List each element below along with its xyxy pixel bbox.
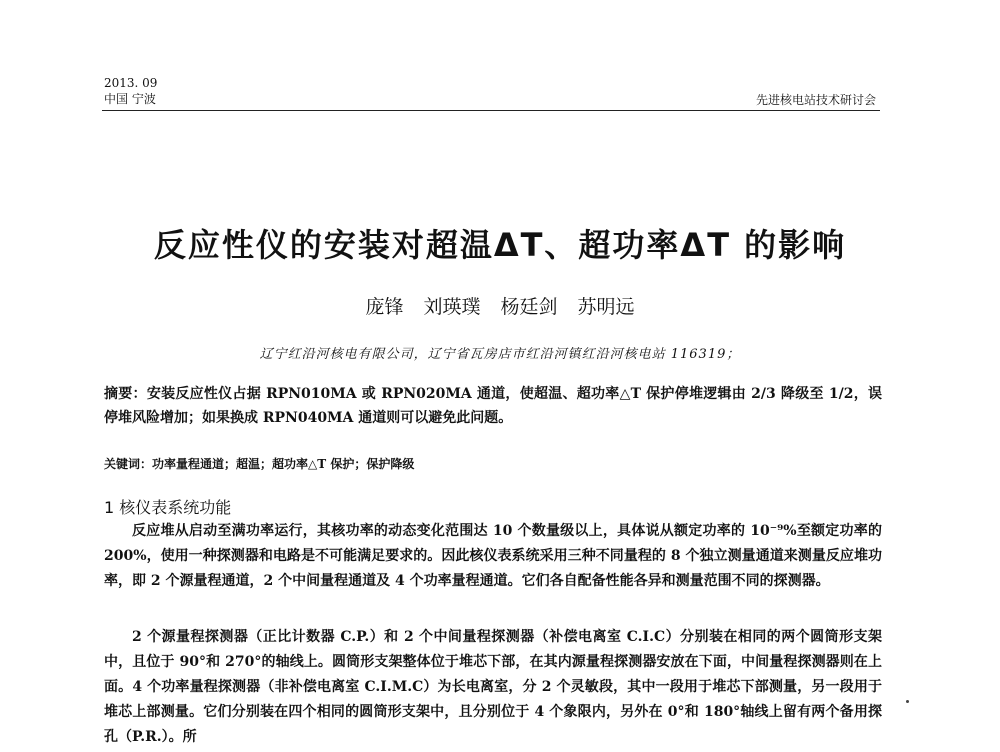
authors: 庞锋 刘瑛璞 杨廷剑 苏明远 (365, 296, 635, 318)
paper-title: 反应性仪的安装对超温ΔT、超功率ΔT 的影响 (153, 226, 847, 264)
abstract-text: 安装反应性仪占据 RPN010MA 或 RPN020MA 通道，使超温、超功率△T 保护停堆逻辑由 2/3 降级至 1/2，误停堆风险增加；如果换成 RPN040MA 通道则可以避免此问题。 (104, 386, 883, 426)
affiliation: 辽宁红沿河核电有限公司，辽宁省瓦房店市红沿河镇红沿河核电站 116319； (259, 347, 741, 362)
header-location: 中国 宁波 (104, 92, 156, 106)
header-date: 2013. 09 (104, 76, 158, 90)
scan-speck (906, 700, 909, 703)
keywords: 关键词：功率量程通道；超温；超功率△T 保护；保护降级 (104, 457, 415, 471)
abstract-label: 摘要： (104, 386, 147, 402)
abstract (104, 382, 882, 430)
body-paragraph-1: 反应堆从启动至满功率运行，其核功率的动态变化范围达 10 个数量级以上，具体说从额定功率的 10⁻⁹%至额定功率的 200%，使用一种探测器和电路是不可能满足要求的。因此核仪表系统采用三种不同量程的 8 个独立测量通道来测量反应堆功率，即 2 个源量程通道，2 个中间量程通道及 4 个功率量程通道。它们各自配备性能各异和测量范围不同的探测器。 (104, 523, 882, 589)
header-rule (102, 110, 880, 111)
section-heading: 1 核仪表系统功能 (104, 498, 232, 517)
body-paragraph-2: 2 个源量程探测器（正比计数器 C.P.）和 2 个中间量程探测器（补偿电离室 C.I.C）分别装在相同的两个圆筒形支架中，且位于 90°和 270°的轴线上。圆筒形支架整体位于堆芯下部，在其内源量程探测器安放在下面，中间量程探测器则在上面。4 个功率量程探测器（非补偿电离室 C.I.M.C）为长电离室，分 2 个灵敏段，其中一段用于堆芯下部测量，另一段用于堆芯上部测量。它们分别装在四个相同的圆筒形支架中，且分别位于 4 个象限内，另外在 0°和 180°轴线上留有两个备用探孔（P.R.）。所 (104, 629, 882, 745)
header-conference: 先进核电站技术研讨会 (755, 93, 876, 107)
